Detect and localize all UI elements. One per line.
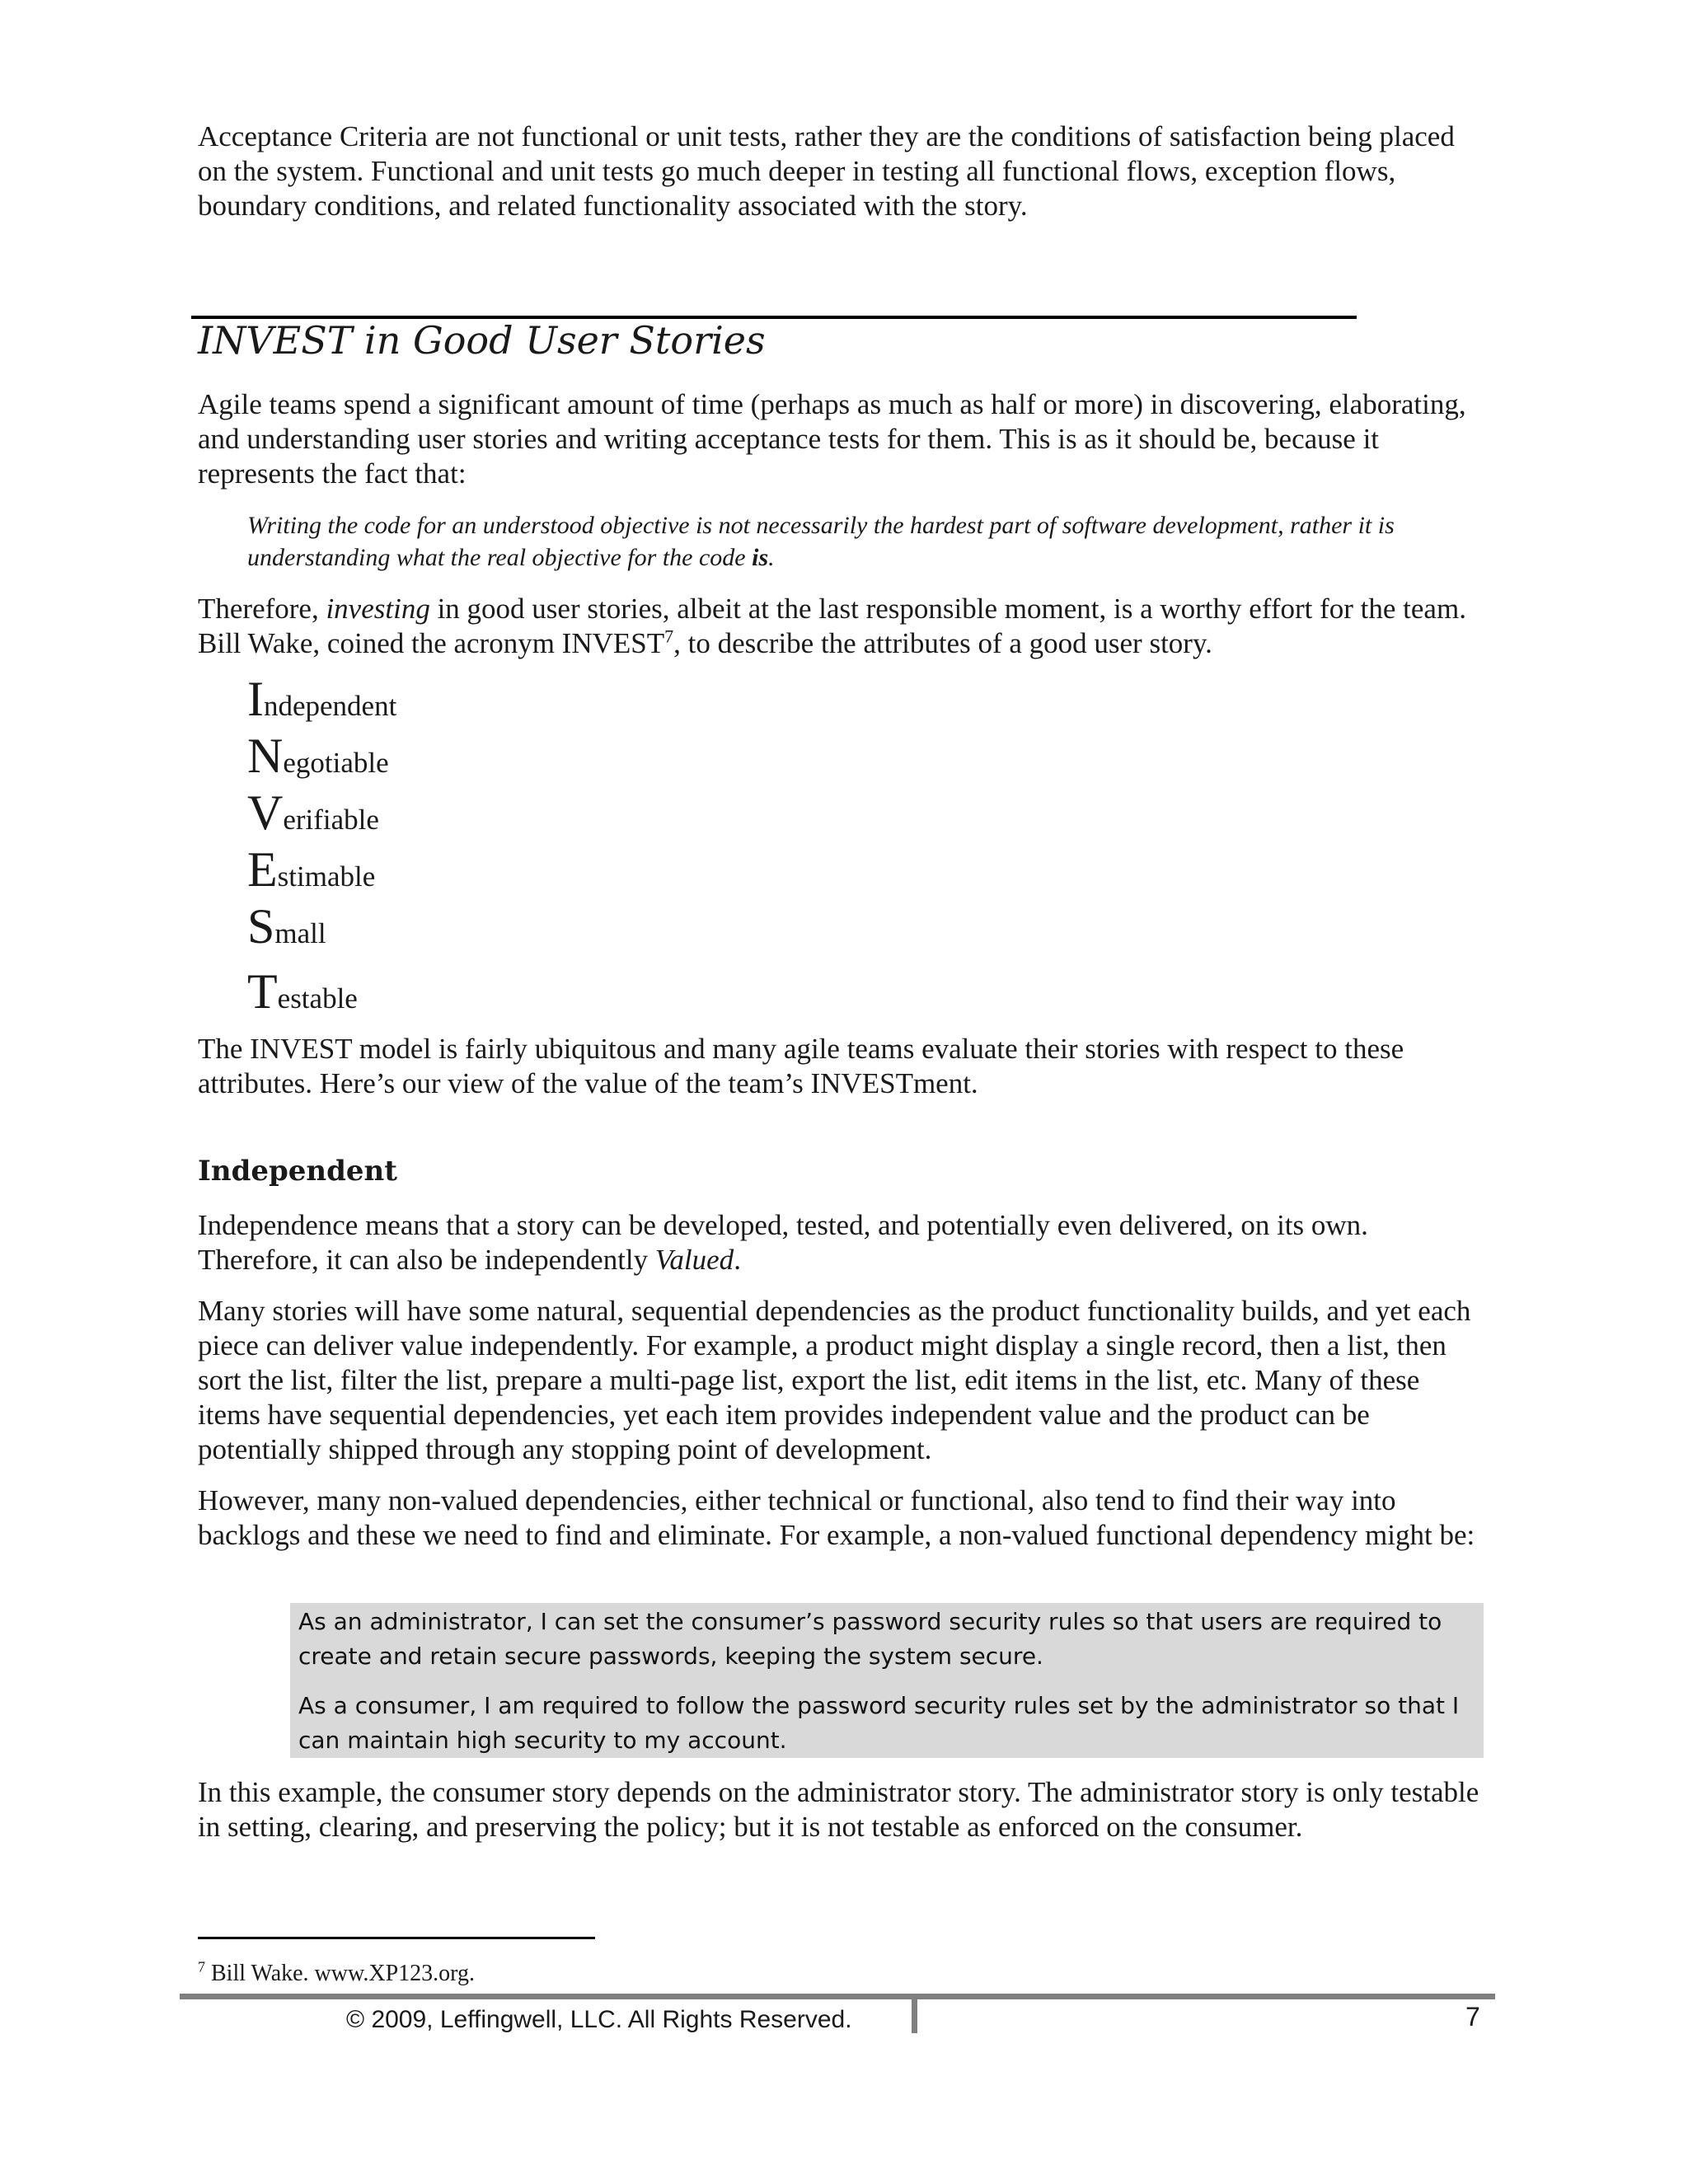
independence-paragraph <box>198 1208 1484 1277</box>
user-story-example-box <box>290 1603 1484 1758</box>
independent-heading: Independent <box>198 1155 397 1188</box>
invest-word: ndependent <box>263 690 397 722</box>
invest-word: egotiable <box>283 747 389 779</box>
invest-word: estable <box>277 982 358 1015</box>
sequential-dependencies-paragraph: Many stories will have some natural, sequential dependencies as the product functionality builds, and yet each piece can deliver value independently. For example, a product might display a single record, then a list, then sort the list, filter the list, prepare a multi-page list, export the list, edit items in the list, etc. Many of these items have sequential dependencies, yet each item provides independent value and the product can be potentially shipped through any stopping point of development. <box>198 1295 1471 1465</box>
administrator-story: As an administrator, I can set the consumer’s password security rules so that users are required to create and retain secure passwords, keeping the system secure. <box>298 1608 1442 1670</box>
invest-initial: S <box>247 899 275 954</box>
invest-item-verifiable <box>247 785 379 845</box>
invest-initial: N <box>247 729 284 783</box>
footnote-number: 7 <box>198 1958 205 1975</box>
quote-block <box>247 509 1484 574</box>
invest-item-testable <box>247 964 358 1024</box>
text-run: Independence means that a story can be developed, tested, and potentially even delivered, on its own. Therefore, it can also be independently <box>198 1209 1368 1276</box>
invest-item-small <box>247 899 326 958</box>
copyright-notice: © 2009, Leffingwell, LLC. All Rights Reserved. <box>346 2006 852 2033</box>
invest-initial: I <box>247 672 264 726</box>
section-heading: INVEST in Good User Stories <box>198 318 766 363</box>
emphasis-investing: investing <box>326 593 430 625</box>
non-valued-dependencies-paragraph: However, many non-valued dependencies, either technical or functional, also tend to find their way into backlogs and these we need to find and eliminate. For example, a non-valued functional dependency might be: <box>198 1484 1475 1551</box>
invest-initial: E <box>247 842 278 897</box>
invest-initial: V <box>247 785 284 840</box>
footer-rule <box>180 1994 1495 1999</box>
text-run: . <box>734 1244 741 1276</box>
text-run: , to describe the attributes of a good user story. <box>673 627 1212 659</box>
invest-initial: T <box>247 964 278 1019</box>
invest-item-independent <box>247 674 396 731</box>
quote-text: Writing the code for an understood objective is not necessarily the hardest part of software development, rather it is understanding what the real objective for the code <box>247 512 1395 571</box>
invest-item-estimable <box>247 842 376 902</box>
footnote-rule <box>198 1937 595 1939</box>
invest-intro-paragraph: Agile teams spend a significant amount of time (perhaps as much as half or more) in discovering, elaborating, and understanding user stories and writing acceptance tests for them. This is as it should be, because it represents the fact that: <box>198 388 1466 490</box>
invest-model-paragraph: The INVEST model is fairly ubiquitous and many agile teams evaluate their stories with respect to these attributes. Here’s our view of the value of the team’s INVESTment. <box>198 1033 1404 1099</box>
emphasis-valued: Valued <box>654 1244 734 1276</box>
example-explanation-paragraph: In this example, the consumer story depends on the administrator story. The administrator story is only testable in setting, clearing, and preserving the policy; but it is not testable as enforced on the consumer. <box>198 1776 1479 1843</box>
invest-word: erifiable <box>283 804 379 836</box>
footnote-ref: 7 <box>664 626 674 647</box>
intro-paragraph: Acceptance Criteria are not functional or unit tests, rather they are the conditions of satisfaction being placed on the system. Functional and unit tests go much deeper in testing all functional flows, exception flows, boundary conditions, and related functionality associated with the story. <box>198 120 1455 222</box>
quote-emphasis: is <box>752 544 769 571</box>
footer-divider <box>912 1998 917 2033</box>
footnote <box>198 1960 475 1988</box>
page-number: 7 <box>1465 2002 1480 2032</box>
invest-word: mall <box>274 917 326 949</box>
text-run: in good user stories, albeit at the last responsible moment, is a worthy effort for the team. Bill Wake, coined the acronym INVEST <box>198 593 1466 659</box>
invest-word: stimable <box>277 860 376 893</box>
text-run: Therefore, <box>198 593 326 625</box>
quote-period: . <box>768 544 775 571</box>
invest-acronym-paragraph <box>198 592 1484 661</box>
consumer-story: As a consumer, I am required to follow the password security rules set by the administrator so that I can maintain high security to my account. <box>298 1692 1460 1754</box>
invest-item-negotiable <box>247 731 389 788</box>
footnote-text: Bill Wake. www.XP123.org. <box>205 1961 476 1986</box>
